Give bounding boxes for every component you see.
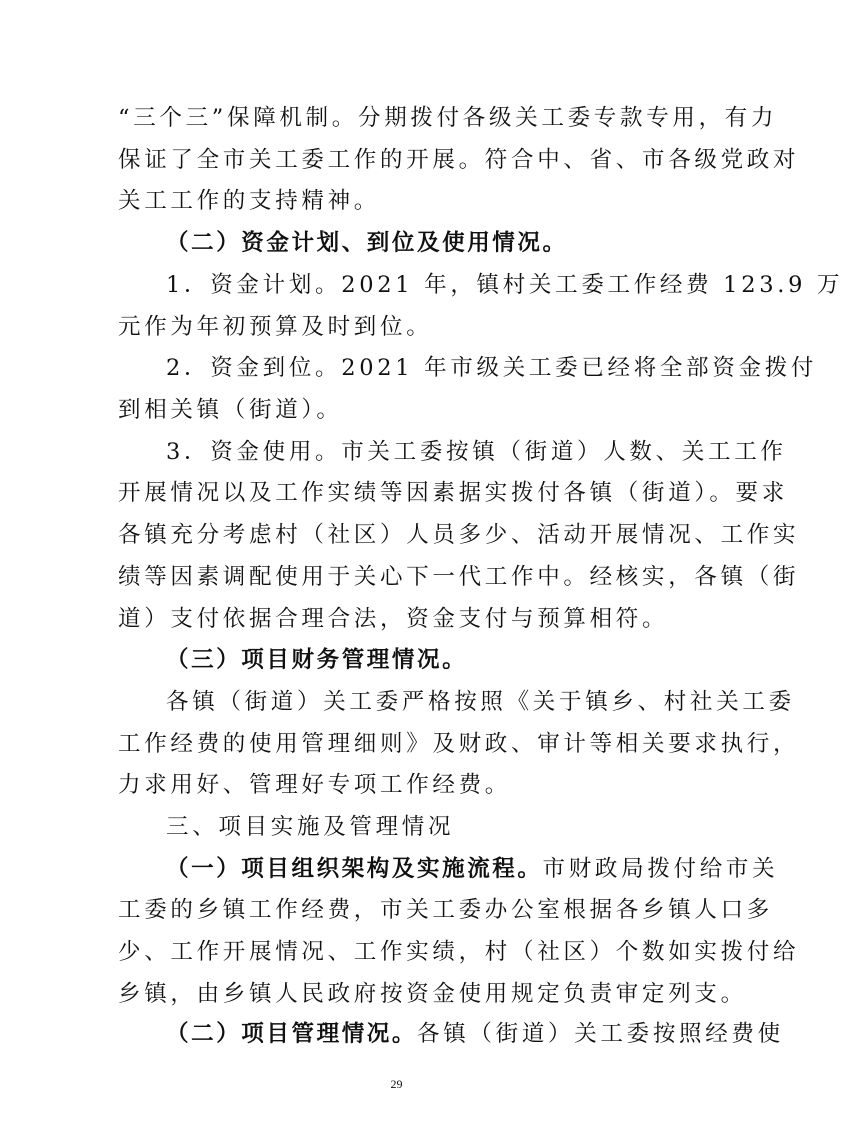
body-text-line: 保证了全市关工委工作的开展。符合中、省、市各级党政对 <box>118 147 800 173</box>
inline-text: 各镇（街道）关工委按照经费使 <box>417 1021 784 1047</box>
body-text-line: 元作为年初预算及时到位。 <box>118 314 433 340</box>
body-text-line: 工作经费的使用管理细则》及财政、审计等相关要求执行， <box>118 731 800 757</box>
section-heading: （三）项目财务管理情况。 <box>166 647 468 673</box>
inline-heading: （一）项目组织架构及实施流程。 <box>166 856 543 882</box>
body-text-line: 工委的乡镇工作经费，市关工委办公室根据各乡镇人口多 <box>118 897 774 923</box>
body-text-line: 各镇（街道）关工委严格按照《关于镇乡、村社关工委 <box>166 689 795 715</box>
body-text-line: 到相关镇（街道）。 <box>118 397 343 423</box>
body-text-line: 少、工作开展情况、工作实绩，村（社区）个数如实拨付给 <box>118 939 800 965</box>
body-text-line: 乡镇，由乡镇人民政府按资金使用规定负责审定列支。 <box>118 981 747 1007</box>
body-text-line-mixed <box>166 851 779 887</box>
inline-heading: （二）项目管理情况。 <box>166 1021 418 1047</box>
page-number: 29 <box>390 1077 403 1091</box>
section-heading: 三、项目实施及管理情况 <box>166 814 455 840</box>
body-text-line: 3．资金使用。市关工委按镇（街道）人数、关工工作 <box>166 439 787 465</box>
body-text-line: 开展情况以及工作实绩等因素据实拨付各镇（街道）。要求 <box>118 480 788 506</box>
body-text-line: 关工工作的支持精神。 <box>118 188 381 214</box>
inline-text: 市财政局拨付给市关 <box>542 856 779 882</box>
body-text-line: 道）支付依据合理合法，资金支付与预算相符。 <box>118 606 669 632</box>
body-text-line-mixed <box>166 1016 784 1052</box>
body-text-line: 各镇充分考虑村（社区）人员多少、活动开展情况、工作实 <box>118 522 800 548</box>
body-text-line: “三个三”保障机制。分期拨付各级关工委专款专用，有力 <box>118 105 778 131</box>
section-heading: （二）资金计划、到位及使用情况。 <box>166 230 568 256</box>
body-text-line: 2．资金到位。2021 年市级关工委已经将全部资金拨付 <box>166 355 818 381</box>
body-text-line: 力求用好、管理好专项工作经费。 <box>118 772 512 798</box>
body-text-line: 绩等因素调配使用于关心下一代工作中。经核实，各镇（街 <box>118 564 800 590</box>
body-text-line: 1．资金计划。2021 年，镇村关工委工作经费 123.9 万 <box>166 272 843 298</box>
